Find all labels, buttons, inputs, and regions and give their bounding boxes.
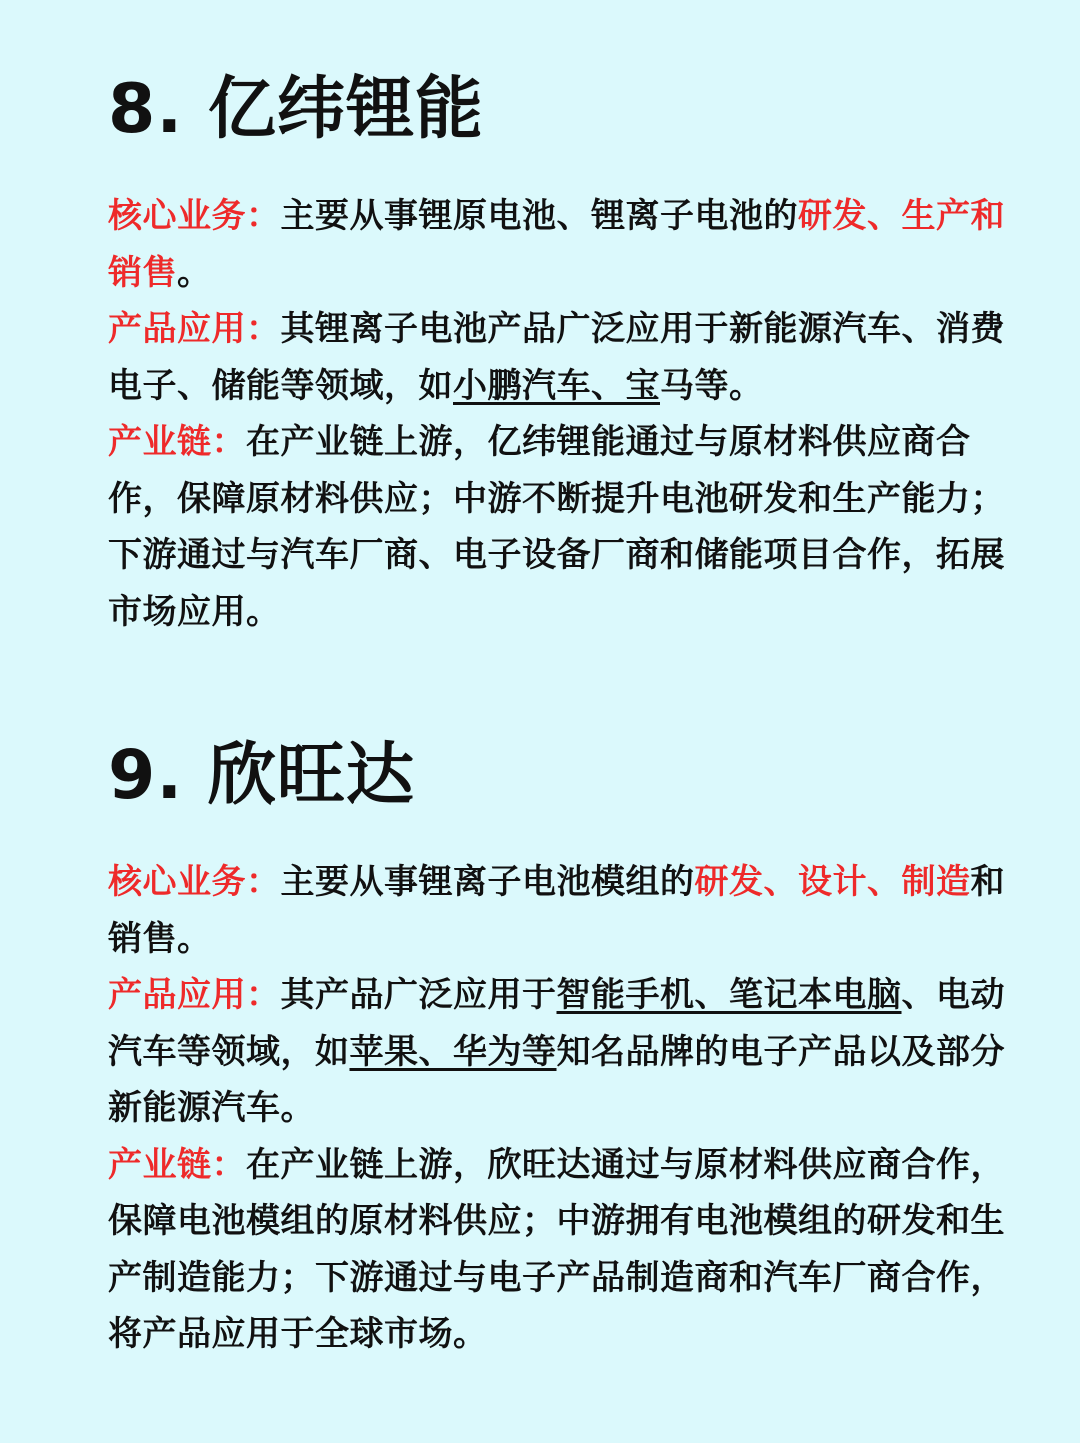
core-business-paragraph — [108, 188, 1028, 301]
core-business-text: 主要从事锂离子电池模组的 — [280, 862, 695, 902]
industry-chain-text: 在产业链上游，欣旺达通过与原材料供应商合作，保障电池模组的原材料供应；中游拥有电池模组的研发和生产制造能力；下游通过与电子产品制造商和汽车厂商合作，将产品应用于全球市场。 — [108, 1144, 1005, 1354]
product-application-paragraph — [108, 301, 1028, 414]
section-title: 9. 欣旺达 — [108, 736, 415, 815]
core-business-highlight: 研发、生产和销售 — [108, 196, 1005, 293]
section-title: 8. 亿纬锂能 — [108, 70, 484, 149]
product-application-underlined-brands: 苹果、华为等 — [349, 1031, 557, 1072]
section-sunwoda — [108, 726, 1028, 1363]
product-application-underlined: 智能手机、笔记本电脑 — [556, 975, 902, 1015]
product-application-end: 马等。 — [660, 365, 764, 406]
section-yiwei-lithium — [108, 60, 1028, 640]
industry-chain-text: 在产业链上游，亿纬锂能通过与原材料供应商合作，保障原材料供应；中游不断提升电池研发和生产能力；下游通过与汽车厂商、电子设备厂商和储能项目合作，拓展市场应用。 — [108, 422, 1005, 632]
core-business-text: 主要从事锂原电池、锂离子电池的 — [280, 196, 798, 236]
product-application-end: 知名品牌的电子产品以及部分新能源汽车。 — [108, 1031, 1005, 1128]
product-application-label: 产品应用： — [108, 309, 281, 349]
product-application-label: 产品应用： — [108, 975, 281, 1015]
core-business-highlight: 研发、设计、制造 — [694, 862, 971, 902]
core-business-label: 核心业务： — [108, 196, 281, 236]
industry-chain-label: 产业链： — [108, 422, 246, 462]
industry-chain-paragraph — [108, 1137, 1028, 1363]
product-application-underlined: 小鹏汽车、宝 — [453, 365, 660, 406]
core-business-end: 和销售。 — [108, 862, 1005, 959]
product-application-middle: 、电动汽车等领域，如 — [108, 975, 1005, 1072]
product-application-text: 其产品广泛应用于 — [280, 975, 557, 1015]
core-business-end: 。 — [177, 252, 212, 293]
industry-chain-label: 产业链： — [108, 1144, 246, 1185]
core-business-paragraph — [108, 854, 1028, 967]
core-business-label: 核心业务： — [108, 862, 281, 902]
product-application-text: 其锂离子电池产品广泛应用于新能源汽车、消费电子、储能等领域，如 — [108, 309, 1005, 406]
industry-chain-paragraph — [108, 414, 1028, 640]
product-application-paragraph — [108, 967, 1028, 1137]
